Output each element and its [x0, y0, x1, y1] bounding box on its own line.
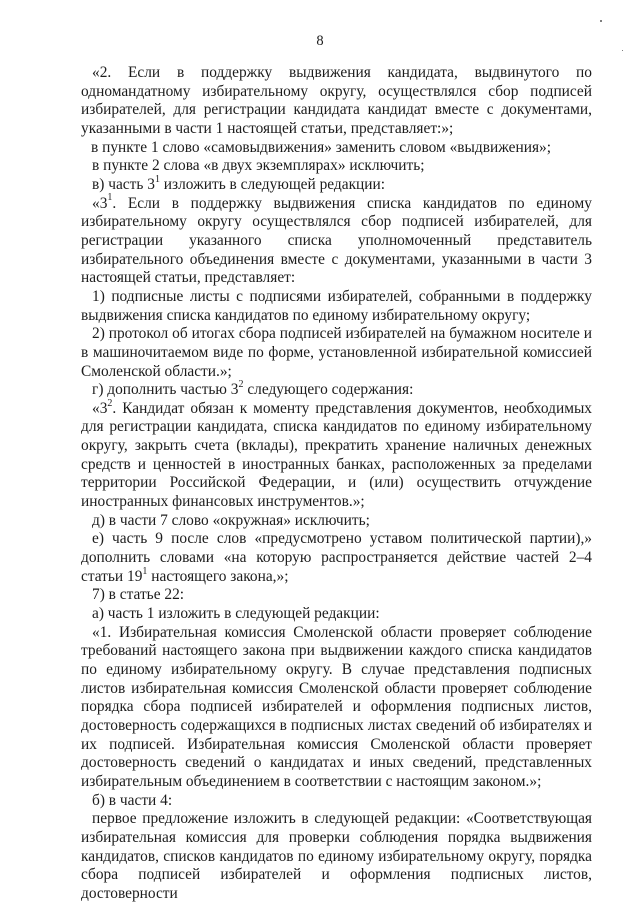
paragraph-text: в) часть 3 [92, 175, 155, 193]
page-number: 8 [316, 33, 324, 49]
paragraph-text: е) часть 9 после слов «предусмотрено уставом политической партии),» дополнить словами «на которую распространяется действие частей 2–4 статьи 19 [81, 530, 592, 585]
superscript: 1 [142, 565, 148, 577]
paragraph: 1) подписные листы с подписями избирателей, собранными в поддержку выдвижения списка кандидатов по единому избирательному округу; [81, 287, 592, 324]
paragraph-text: . Кандидат обязан к моменту представления документов, необходимых для регистрации кандидата, списка кандидатов по единому избирательному округу, закрыть счета (вклады), прекратить хранение наличных денежных средств и ценностей в иностранных банках, расположенных за пределами территории Российской Федерации, и (или) осуществить отчуждение иностранных финансовых инструментов.»; [81, 399, 592, 511]
superscript: 1 [154, 173, 160, 185]
scan-speck [600, 20, 602, 22]
paragraph: в пункте 1 слово «самовыдвижения» заменить словом «выдвижения»; [91, 138, 552, 156]
superscript: 1 [107, 192, 113, 204]
paragraph: в пункте 2 слова «в двух экземплярах» исключить; [92, 157, 425, 175]
paragraph-text: изложить в следующей редакции: [159, 175, 386, 193]
paragraph: 2) протокол об итогах сбора подписей избирателей на бумажном носителе и в машиночитаемом виде по форме, установленной избирательной комиссией Смоленской области.»; [81, 325, 592, 380]
paragraph-text: «3 [92, 194, 108, 212]
paragraph: д) в части 7 слово «окружная» исключить; [92, 511, 370, 529]
superscript: 2 [238, 379, 244, 391]
paragraph [81, 192, 592, 288]
document-body [81, 64, 592, 904]
paragraph: а) часть 1 изложить в следующей редакции: [92, 605, 380, 623]
paragraph-text: . Если в поддержку выдвижения списка кандидатов по единому избирательному округу осуществлялся сбор подписей избирателей, для регистрации указанного списка уполномоченный представитель избирательного объединения вместе с документами, указанными в части 3 настоящей статьи, представляет: [81, 194, 592, 287]
paragraph-text: следующего содержания: [243, 381, 414, 399]
superscript: 2 [107, 397, 113, 409]
paragraph-text: г) дополнить частью 3 [92, 381, 239, 399]
paragraph: «2. Если в поддержку выдвижения кандидата, выдвинутого по одномандатному избирательному округу, осуществлялся сбор подписей избирателей, для регистрации кандидата кандидат вместе с документами, указанными в части 1 настоящей статьи, представляет:»; [81, 64, 592, 137]
scan-speck [622, 50, 623, 51]
paragraph [81, 381, 592, 400]
paragraph: «1. Избирательная комиссия Смоленской области проверяет соблюдение требований настоящего закона при выдвижении каждого списка кандидатов по единому избирательному округу. В случае представления подписных листов избирательная комиссия Смоленской области проверяет соблюдение порядка сбора подписей избирателей и оформления подписных листов, достоверность содержащихся в подписных листах сведений об избирателях и их подписей. Избирательная комиссия Смоленской области проверяет достоверность сведений о кандидатах и иных сведений, представленных избирательным объединением в соответствии с настоящим законом.»; [81, 623, 592, 790]
paragraph [81, 530, 592, 586]
paragraph [81, 397, 592, 512]
paragraph [81, 173, 592, 195]
paragraph-text: «3 [92, 399, 108, 417]
paragraph: первое предложение изложить в следующей редакции: «Соответствующая избирательная комиссия для проверки соблюдения порядка выдвижения кандидатов, списков кандидатов по единому избирательному округу, порядка сбора подписей избирателей и оформления подписных листов, достоверности [81, 810, 592, 902]
paragraph: б) в части 4: [92, 791, 173, 809]
paragraph-text: настоящего закона,»; [147, 567, 289, 585]
paragraph: 7) в статье 22: [92, 586, 185, 604]
